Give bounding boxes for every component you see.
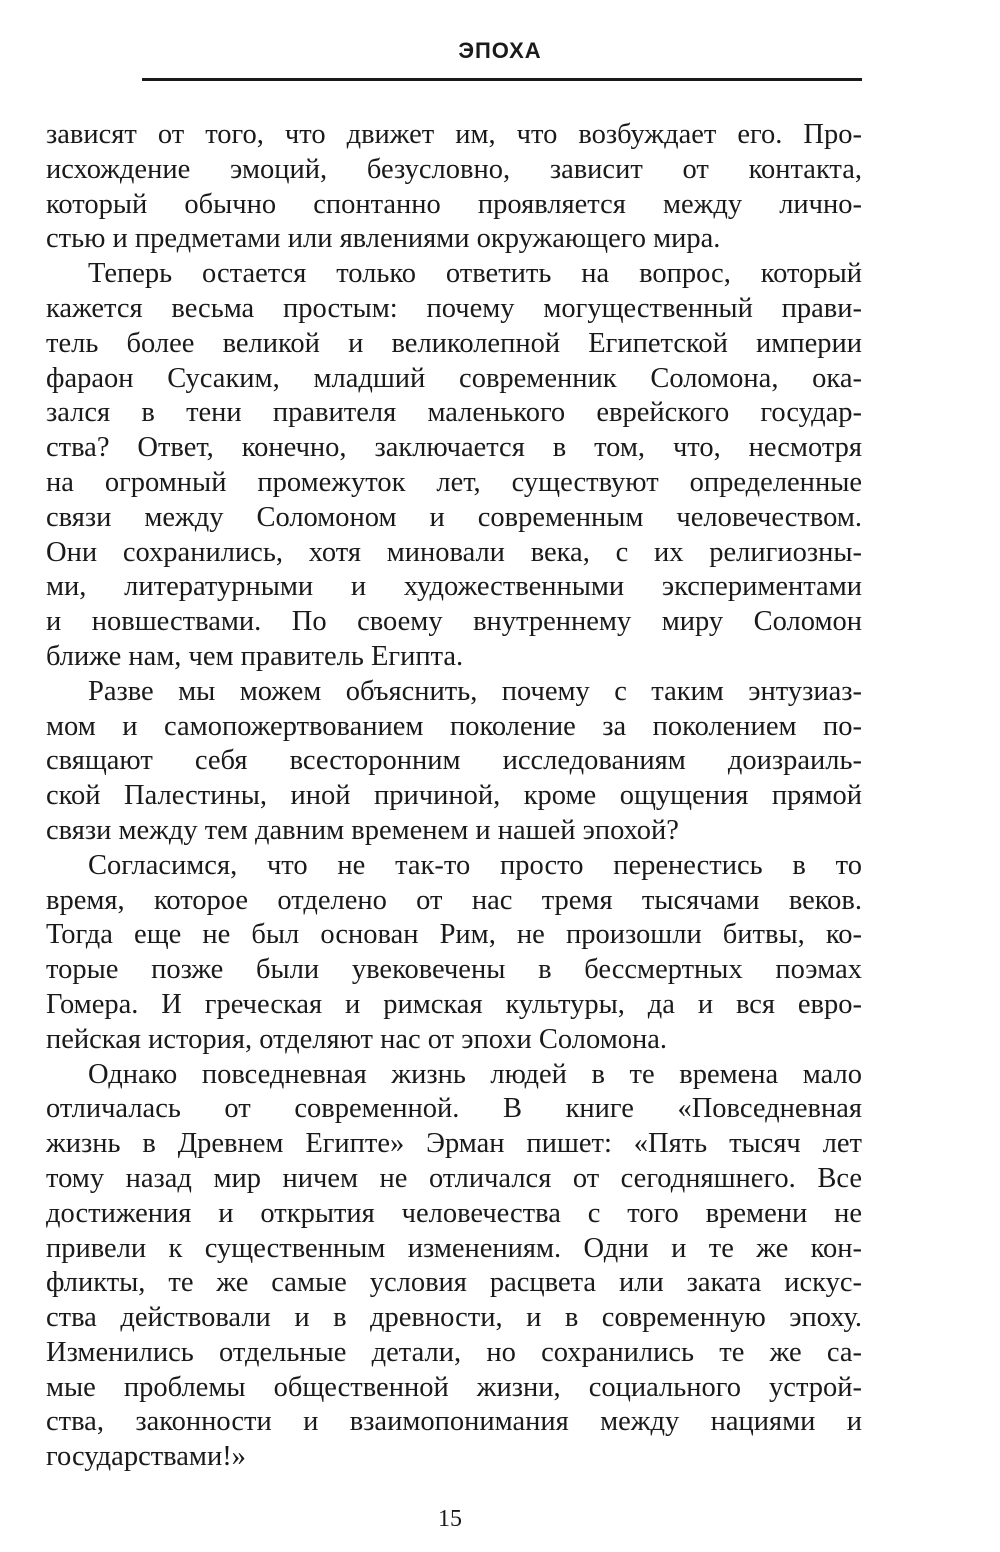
paragraph <box>46 675 862 849</box>
text-line: тому назад мир ничем не отличался от сегодняшнего. Все <box>46 1162 862 1194</box>
text-line: ми, литературными и художественными экспериментами <box>46 571 862 603</box>
text-line: исхождение эмоций, безусловно, зависит от контакта, <box>46 153 862 185</box>
text-line: привели к существенным изменениям. Одни и те же кон- <box>46 1232 862 1264</box>
paragraph <box>46 257 862 675</box>
text-line: Тогда еще не был основан Рим, не произошли битвы, ко- <box>46 919 862 951</box>
text-line: мом и самопожертвованием поколение за поколением по- <box>46 710 862 742</box>
text-line: Изменились отдельные детали, но сохранились те же са- <box>46 1336 862 1368</box>
text-line: пейская история, отделяют нас от эпохи Соломона. <box>46 1023 668 1055</box>
body-text <box>46 118 862 1475</box>
header-rule <box>142 78 862 81</box>
text-line: на огромный промежуток лет, существуют определенные <box>46 466 862 498</box>
text-line: тель более великой и великолепной Египетской империи <box>46 327 862 359</box>
text-line: достижения и открытия человечества с того времени не <box>46 1197 862 1229</box>
paragraph <box>46 1058 862 1476</box>
text-line: ства? Ответ, конечно, заключается в том, что, несмотря <box>46 432 862 464</box>
text-line: зависят от того, что движет им, что возбуждает его. Про- <box>46 119 862 150</box>
text-line: свящают себя всесторонним исследованиям доизраиль- <box>46 745 862 777</box>
text-line: Гомера. И греческая и римская культуры, да и вся евро- <box>46 988 862 1020</box>
text-line: связи между Соломоном и современным человечеством. <box>46 501 862 533</box>
text-line: Теперь остается только ответить на вопрос, который <box>88 258 862 290</box>
text-line: Однако повседневная жизнь людей в те времена мало <box>88 1058 862 1090</box>
text-line: жизнь в Древнем Египте» Эрман пишет: «Пять тысяч лет <box>46 1128 862 1160</box>
paragraph <box>46 118 862 257</box>
text-line: время, которое отделено от нас тремя тысячами веков. <box>46 884 862 916</box>
text-line: связи между тем давним временем и нашей эпохой? <box>46 814 679 846</box>
text-line: ближе нам, чем правитель Египта. <box>46 640 464 672</box>
page-number: 15 <box>438 1506 462 1532</box>
text-line: и новшествами. По своему внутреннему миру Соломон <box>46 606 862 638</box>
text-line: зался в тени правителя маленького еврейского государ- <box>46 397 862 429</box>
text-line: Разве мы можем объяснить, почему с таким энтузиаз- <box>88 675 862 707</box>
text-line: Они сохранились, хотя миновали века, с их религиозны- <box>46 536 862 568</box>
text-line: фараон Сусаким, младший современник Соломона, ока- <box>46 362 862 394</box>
text-line: отличалась от современной. В книге «Повседневная <box>46 1093 862 1125</box>
text-line: государствами!» <box>46 1441 246 1473</box>
text-line: который обычно спонтанно проявляется между лично- <box>46 188 862 220</box>
text-line: фликты, те же самые условия расцвета или заката искус- <box>46 1267 862 1299</box>
text-line: стью и предметами или явлениями окружающего мира. <box>46 223 721 255</box>
text-line: кажется весьма простым: почему могущественный прави- <box>46 292 862 324</box>
text-line: ства действовали и в древности, и в современную эпоху. <box>46 1302 862 1334</box>
running-head: ЭПОХА <box>458 38 542 63</box>
text-line: ства, законности и взаимопонимания между нациями и <box>46 1406 862 1438</box>
text-line: торые позже были увековечены в бессмертных поэмах <box>46 954 862 986</box>
paragraph <box>46 849 862 1058</box>
text-line: ской Палестины, иной причиной, кроме ощущения прямой <box>46 780 862 812</box>
text-line: мые проблемы общественной жизни, социального устрой- <box>46 1371 862 1403</box>
text-line: Согласимся, что не так-то просто перенестись в то <box>88 849 862 881</box>
